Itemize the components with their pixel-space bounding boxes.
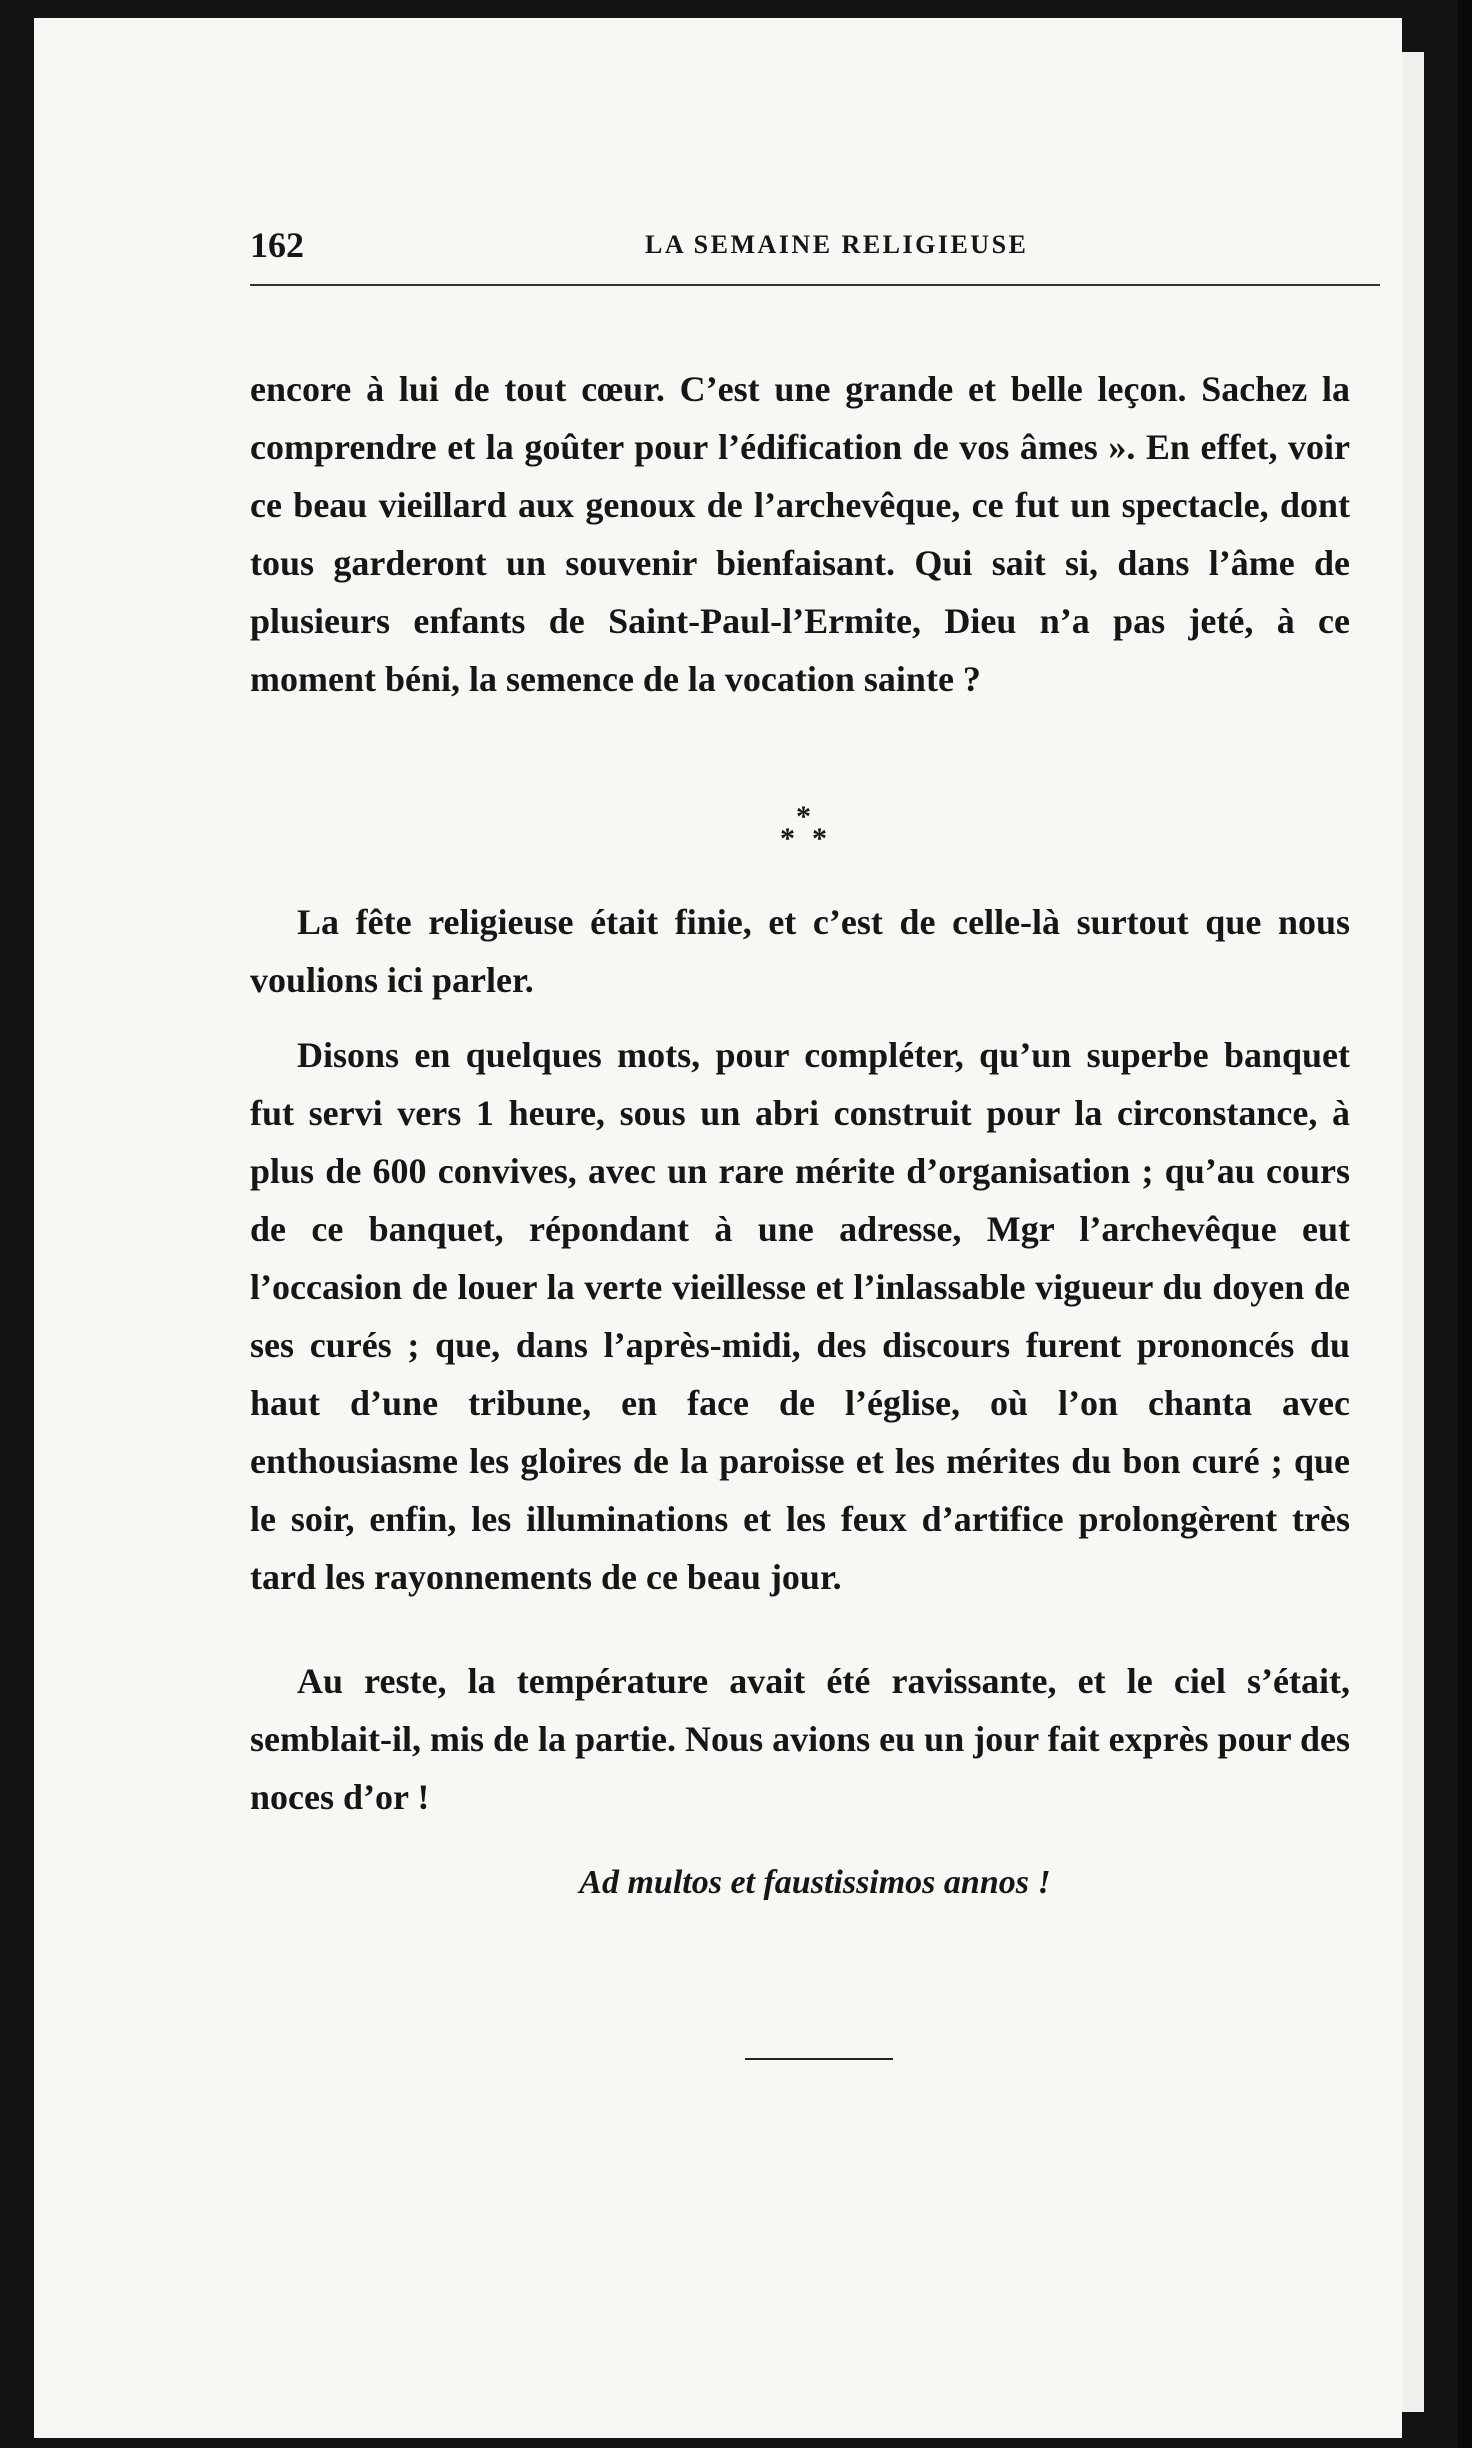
end-rule xyxy=(745,2058,893,2060)
paragraph-weather: Au reste, la température avait été ravissante, et le ciel s’était, semblait-il, mis de la partie. Nous avions eu un jour fait exprès pour des noces d’or ! xyxy=(250,1661,1350,1817)
closing-line: Ad multos et faustissimos annos ! xyxy=(579,1864,1051,1901)
running-title: LA SEMAINE RELIGIEUSE xyxy=(645,230,1029,259)
text-block xyxy=(250,18,1380,2438)
asterism-star: * xyxy=(796,800,811,833)
paragraph-banquet: Disons en quelques mots, pour compléter, qu’un superbe banquet fut servi vers 1 heure, sous un abri construit pour la circonstance, à plus de 600 convives, avec un rare mérite d’organisation ; qu’au cours de ce banquet, répondant à une adresse, Mgr l’archevêque eut l’occasion de louer la verte vieillesse et l’inlassable vigueur du doyen de ses curés ; que, dans l’après-midi, des discours furent prononcés du haut d’une tribune, en face de l’église, où l’on chanta avec enthousiasme les gloires de la paroisse et les mérites du bon curé ; que le soir, enfin, les illuminations et les feux d’artifice prolongèrent très tard les rayonnements de ce beau jour. xyxy=(250,1035,1350,1597)
asterism-star: * xyxy=(812,822,827,855)
header-rule xyxy=(250,284,1380,286)
scanner-edge xyxy=(1458,0,1472,2448)
page-number: 162 xyxy=(250,225,304,265)
paragraph-fete: La fête religieuse était finie, et c’est de celle-là surtout que nous voulions ici parler. xyxy=(250,902,1350,1000)
page-header xyxy=(250,218,1380,278)
paragraph-continued: encore à lui de tout cœur. C’est une grande et belle leçon. Sachez la comprendre et la goûter pour l’édification de vos âmes ». En effet, voir ce beau vieillard aux genoux de l’archevêque, ce fut un spectacle, dont tous garderont un souvenir bienfaisant. Qui sait si, dans l’âme de plusieurs enfants de Saint-Paul-l’Ermite, Dieu n’a pas jeté, à ce moment béni, la semence de la vocation sainte ? xyxy=(250,369,1350,699)
asterism-star: * xyxy=(780,822,795,855)
book-page xyxy=(34,18,1402,2438)
asterism-separator xyxy=(768,800,848,860)
